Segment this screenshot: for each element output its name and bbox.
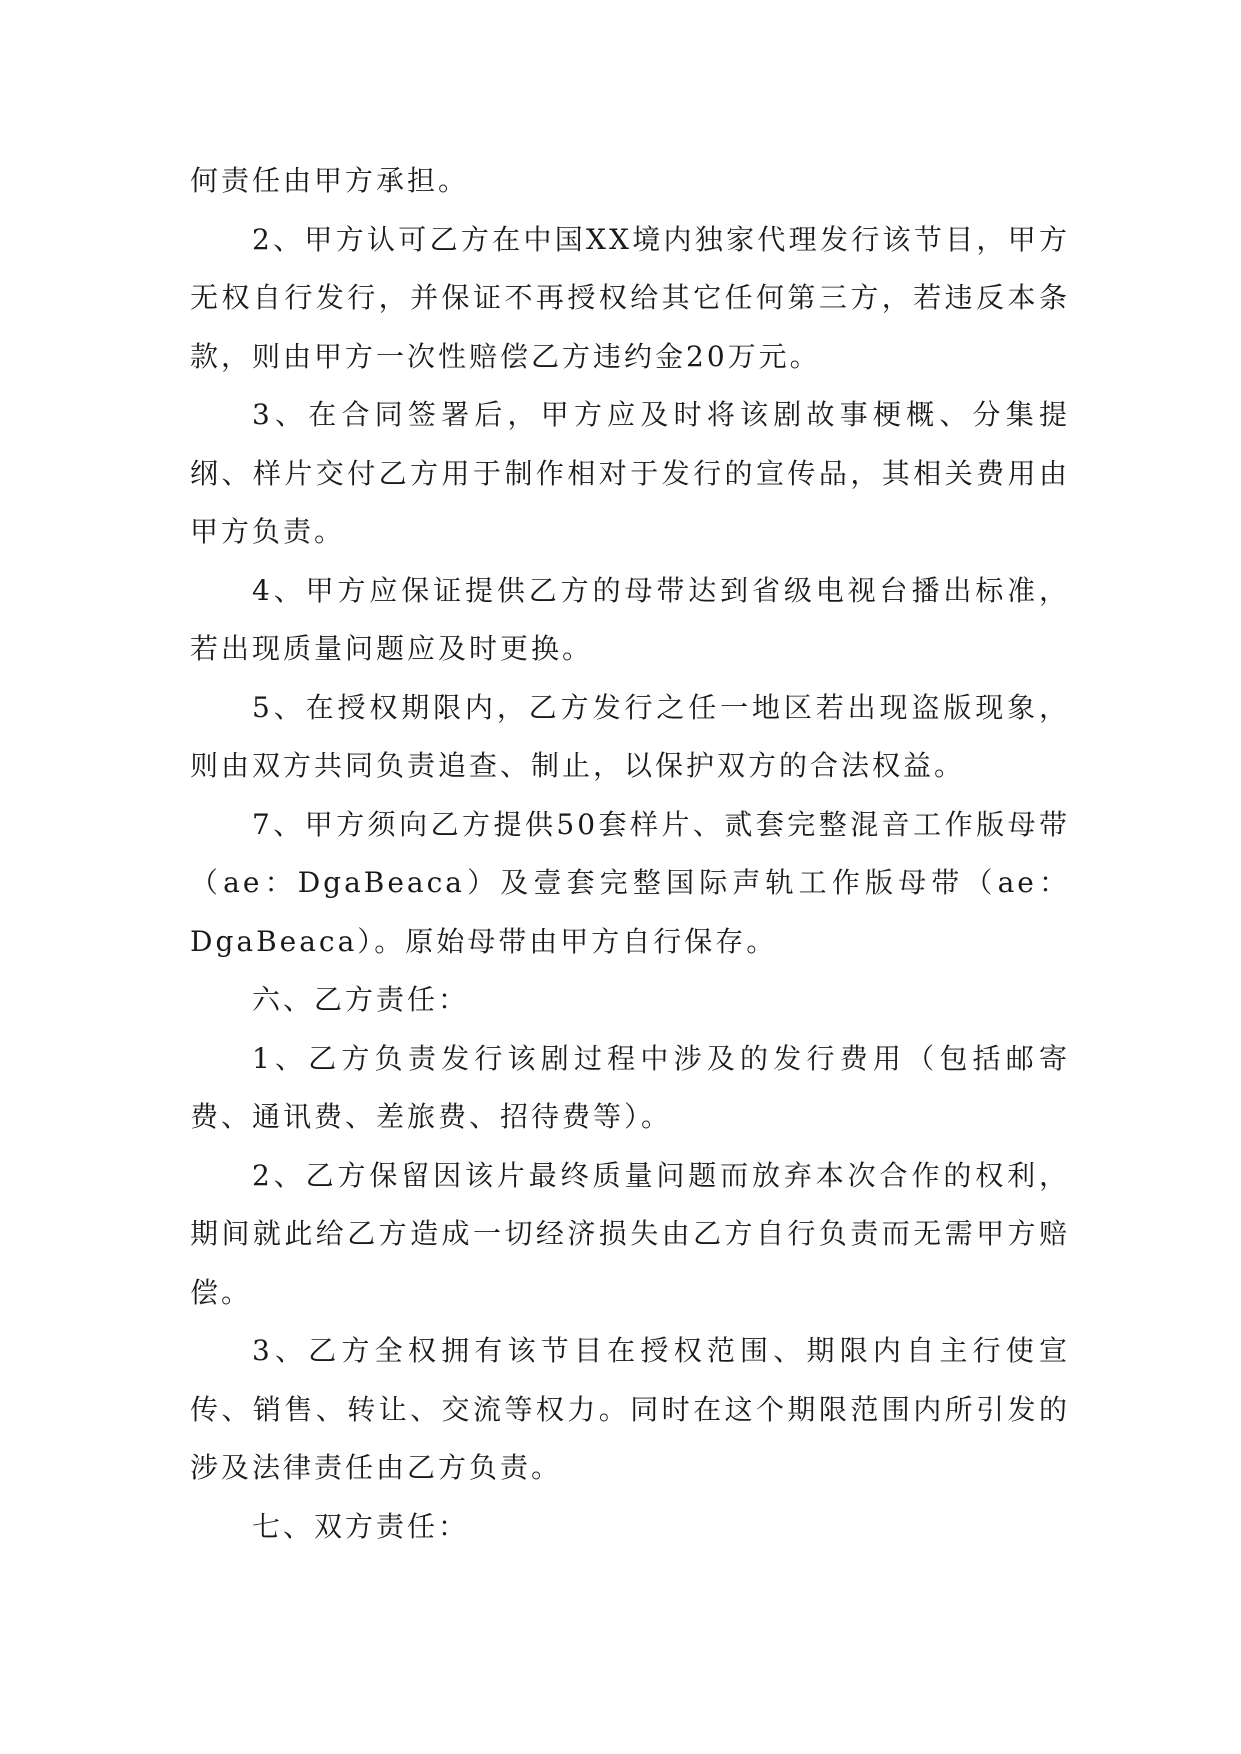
paragraph-2: 2、甲方认可乙方在中国XX境内独家代理发行该节目，甲方无权自行发行，并保证不再授权给其它任何第三方，若违反本条款，则由甲方一次性赔偿乙方违约金20万元。	[190, 222, 1070, 373]
paragraph-3: 3、在合同签署后，甲方应及时将该剧故事梗概、分集提纲、样片交付乙方用于制作相对于发行的宣传品，其相关费用由甲方负责。	[190, 398, 1070, 548]
document-body	[190, 152, 1070, 1556]
paragraph-b1: 1、乙方负责发行该剧过程中涉及的发行费用（包括邮寄费、通讯费、差旅费、招待费等）。	[190, 1041, 1070, 1133]
paragraph-b2: 2、乙方保留因该片最终质量问题而放弃本次合作的权利，期间就此给乙方造成一切经济损失由乙方自行负责而无需甲方赔偿。	[190, 1158, 1070, 1309]
paragraph-1: 何责任由甲方承担。	[190, 164, 470, 197]
paragraph-4: 4、甲方应保证提供乙方的母带达到省级电视台播出标准，若出现质量问题应及时更换。	[190, 573, 1070, 665]
paragraph-b3: 3、乙方全权拥有该节目在授权范围、期限内自主行使宣传、销售、转让、交流等权力。同时在这个期限范围内所引发的涉及法律责任由乙方负责。	[190, 1334, 1070, 1484]
section-heading-party-b: 六、乙方责任：	[252, 983, 470, 1016]
section-heading-both-parties: 七、双方责任：	[252, 1509, 470, 1543]
paragraph-7: 7、甲方须向乙方提供50套样片、贰套完整混音工作版母带（ae：DgaBeaca）及壹套完整国际声轨工作版母带（ae：DgaBeaca）。原始母带由甲方自行保存。	[190, 807, 1070, 958]
paragraph-5: 5、在授权期限内，乙方发行之任一地区若出现盗版现象，则由双方共同负责追查、制止，以保护双方的合法权益。	[190, 690, 1070, 782]
